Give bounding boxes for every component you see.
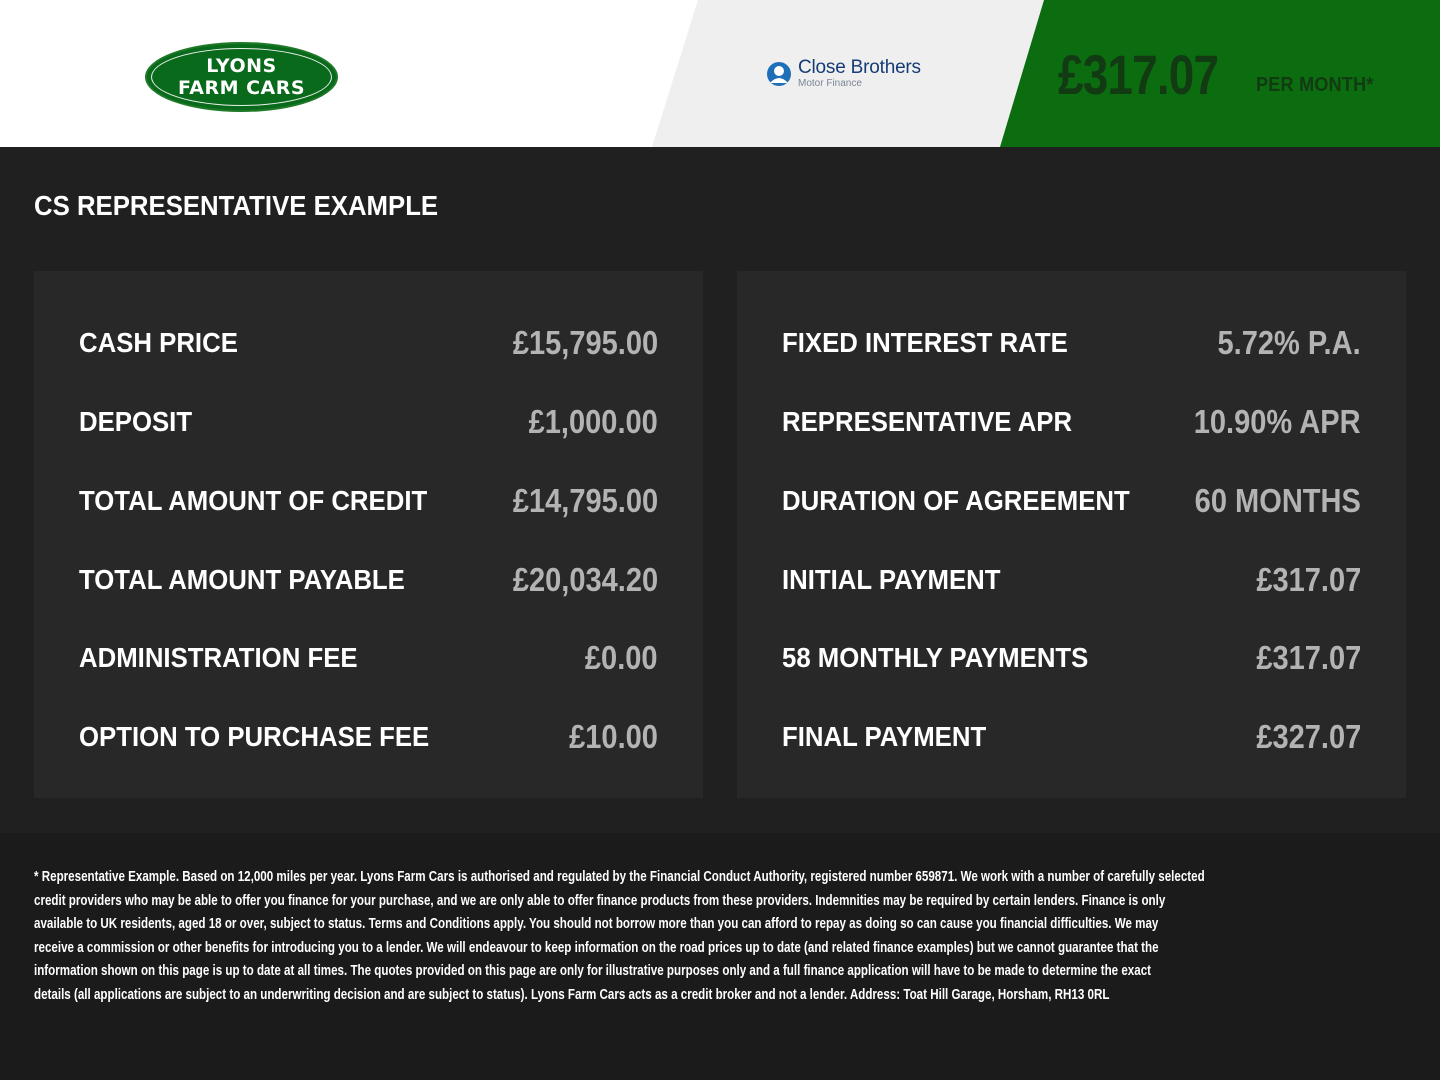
disclaimer-line: details (all applications are subject to an underwriting decision and are subject to status). Lyons Farm Cars acts as a credit broker and not a lender. Address: Toat Hill Garage, Horsham, RH13 0RL (34, 986, 1110, 1003)
lyons-farm-cars-logo (145, 42, 338, 112)
finance-row (782, 717, 1361, 757)
close-brothers-icon (766, 61, 792, 87)
row-label: CASH PRICE (79, 327, 238, 358)
row-value: 60 MONTHS (1194, 482, 1361, 519)
disclaimer-line: receive a commission or other benefits for introducing you to a lender. We will endeavour to keep information on the road prices up to date (and related finance examples) but we cannot guarantee that the (34, 939, 1159, 956)
close-brothers-logo (766, 58, 921, 89)
page-title: CS REPRESENTATIVE EXAMPLE (34, 190, 439, 221)
row-label: 58 MONTHLY PAYMENTS (782, 642, 1089, 673)
row-label: FIXED INTEREST RATE (782, 327, 1068, 358)
finance-row (79, 560, 658, 600)
row-value: £327.07 (1256, 718, 1361, 755)
disclaimer-line: available to UK residents, aged 18 or over, subject to status. Terms and Conditions apply. You should not borrow more than you can afford to repay as doing so can cause you financial difficulties. We may (34, 916, 1159, 933)
row-value: £0.00 (585, 639, 658, 676)
finance-row (782, 323, 1361, 363)
row-value: 5.72% P.A. (1217, 324, 1361, 361)
row-label: DURATION OF AGREEMENT (782, 485, 1130, 516)
row-label: INITIAL PAYMENT (782, 564, 1001, 595)
row-value: £15,795.00 (512, 324, 658, 361)
row-value: 10.90% APR (1194, 403, 1361, 440)
finance-row (782, 481, 1361, 521)
logo-line-2: FARM CARS (177, 77, 306, 99)
finance-row (79, 717, 658, 757)
disclaimer-text (34, 866, 1205, 1008)
header-banner (0, 0, 1440, 147)
row-label: ADMINISTRATION FEE (79, 642, 358, 673)
row-label: FINAL PAYMENT (782, 721, 987, 752)
finance-row (782, 560, 1361, 600)
finance-row (79, 481, 658, 521)
finance-row (79, 323, 658, 363)
row-label: OPTION TO PURCHASE FEE (79, 721, 430, 752)
row-label: DEPOSIT (79, 406, 193, 437)
row-value: £14,795.00 (512, 482, 658, 519)
row-value: £10.00 (569, 718, 658, 755)
disclaimer-line: * Representative Example. Based on 12,000 miles per year. Lyons Farm Cars is authorised and regulated by the Financial Conduct Authority, registered number 659871. We work with a number of carefully selected (34, 869, 1205, 885)
monthly-price: £317.07 (1058, 43, 1219, 106)
disclaimer-line: credit providers who may be able to offer you finance for your purchase, and we are only able to offer finance products from these providers. Indemnities may be required by certain lenders. Finance is only (34, 892, 1166, 909)
disclaimer-line: information shown on this page is up to date at all times. The quotes provided on this page are only for illustrative purposes only and a full finance application will have to be made to determine the exact (34, 963, 1152, 980)
row-value: £1,000.00 (528, 403, 658, 440)
finance-row (79, 638, 658, 678)
finance-row (782, 402, 1361, 442)
finance-panel-right (737, 271, 1406, 798)
row-value: £317.07 (1256, 639, 1361, 676)
row-label: REPRESENTATIVE APR (782, 406, 1073, 437)
row-value: £317.07 (1256, 561, 1361, 598)
price-suffix: PER MONTH* (1256, 74, 1374, 96)
finance-panel-left (34, 271, 703, 798)
finance-row (79, 402, 658, 442)
row-label: TOTAL AMOUNT PAYABLE (79, 564, 405, 595)
finance-row (782, 638, 1361, 678)
row-label: TOTAL AMOUNT OF CREDIT (79, 485, 428, 516)
finance-partner-name: Close Brothers (798, 57, 921, 78)
row-value: £20,034.20 (512, 561, 658, 598)
finance-partner-subtitle: Motor Finance (798, 78, 862, 89)
logo-line-1: LYONS (206, 55, 277, 77)
